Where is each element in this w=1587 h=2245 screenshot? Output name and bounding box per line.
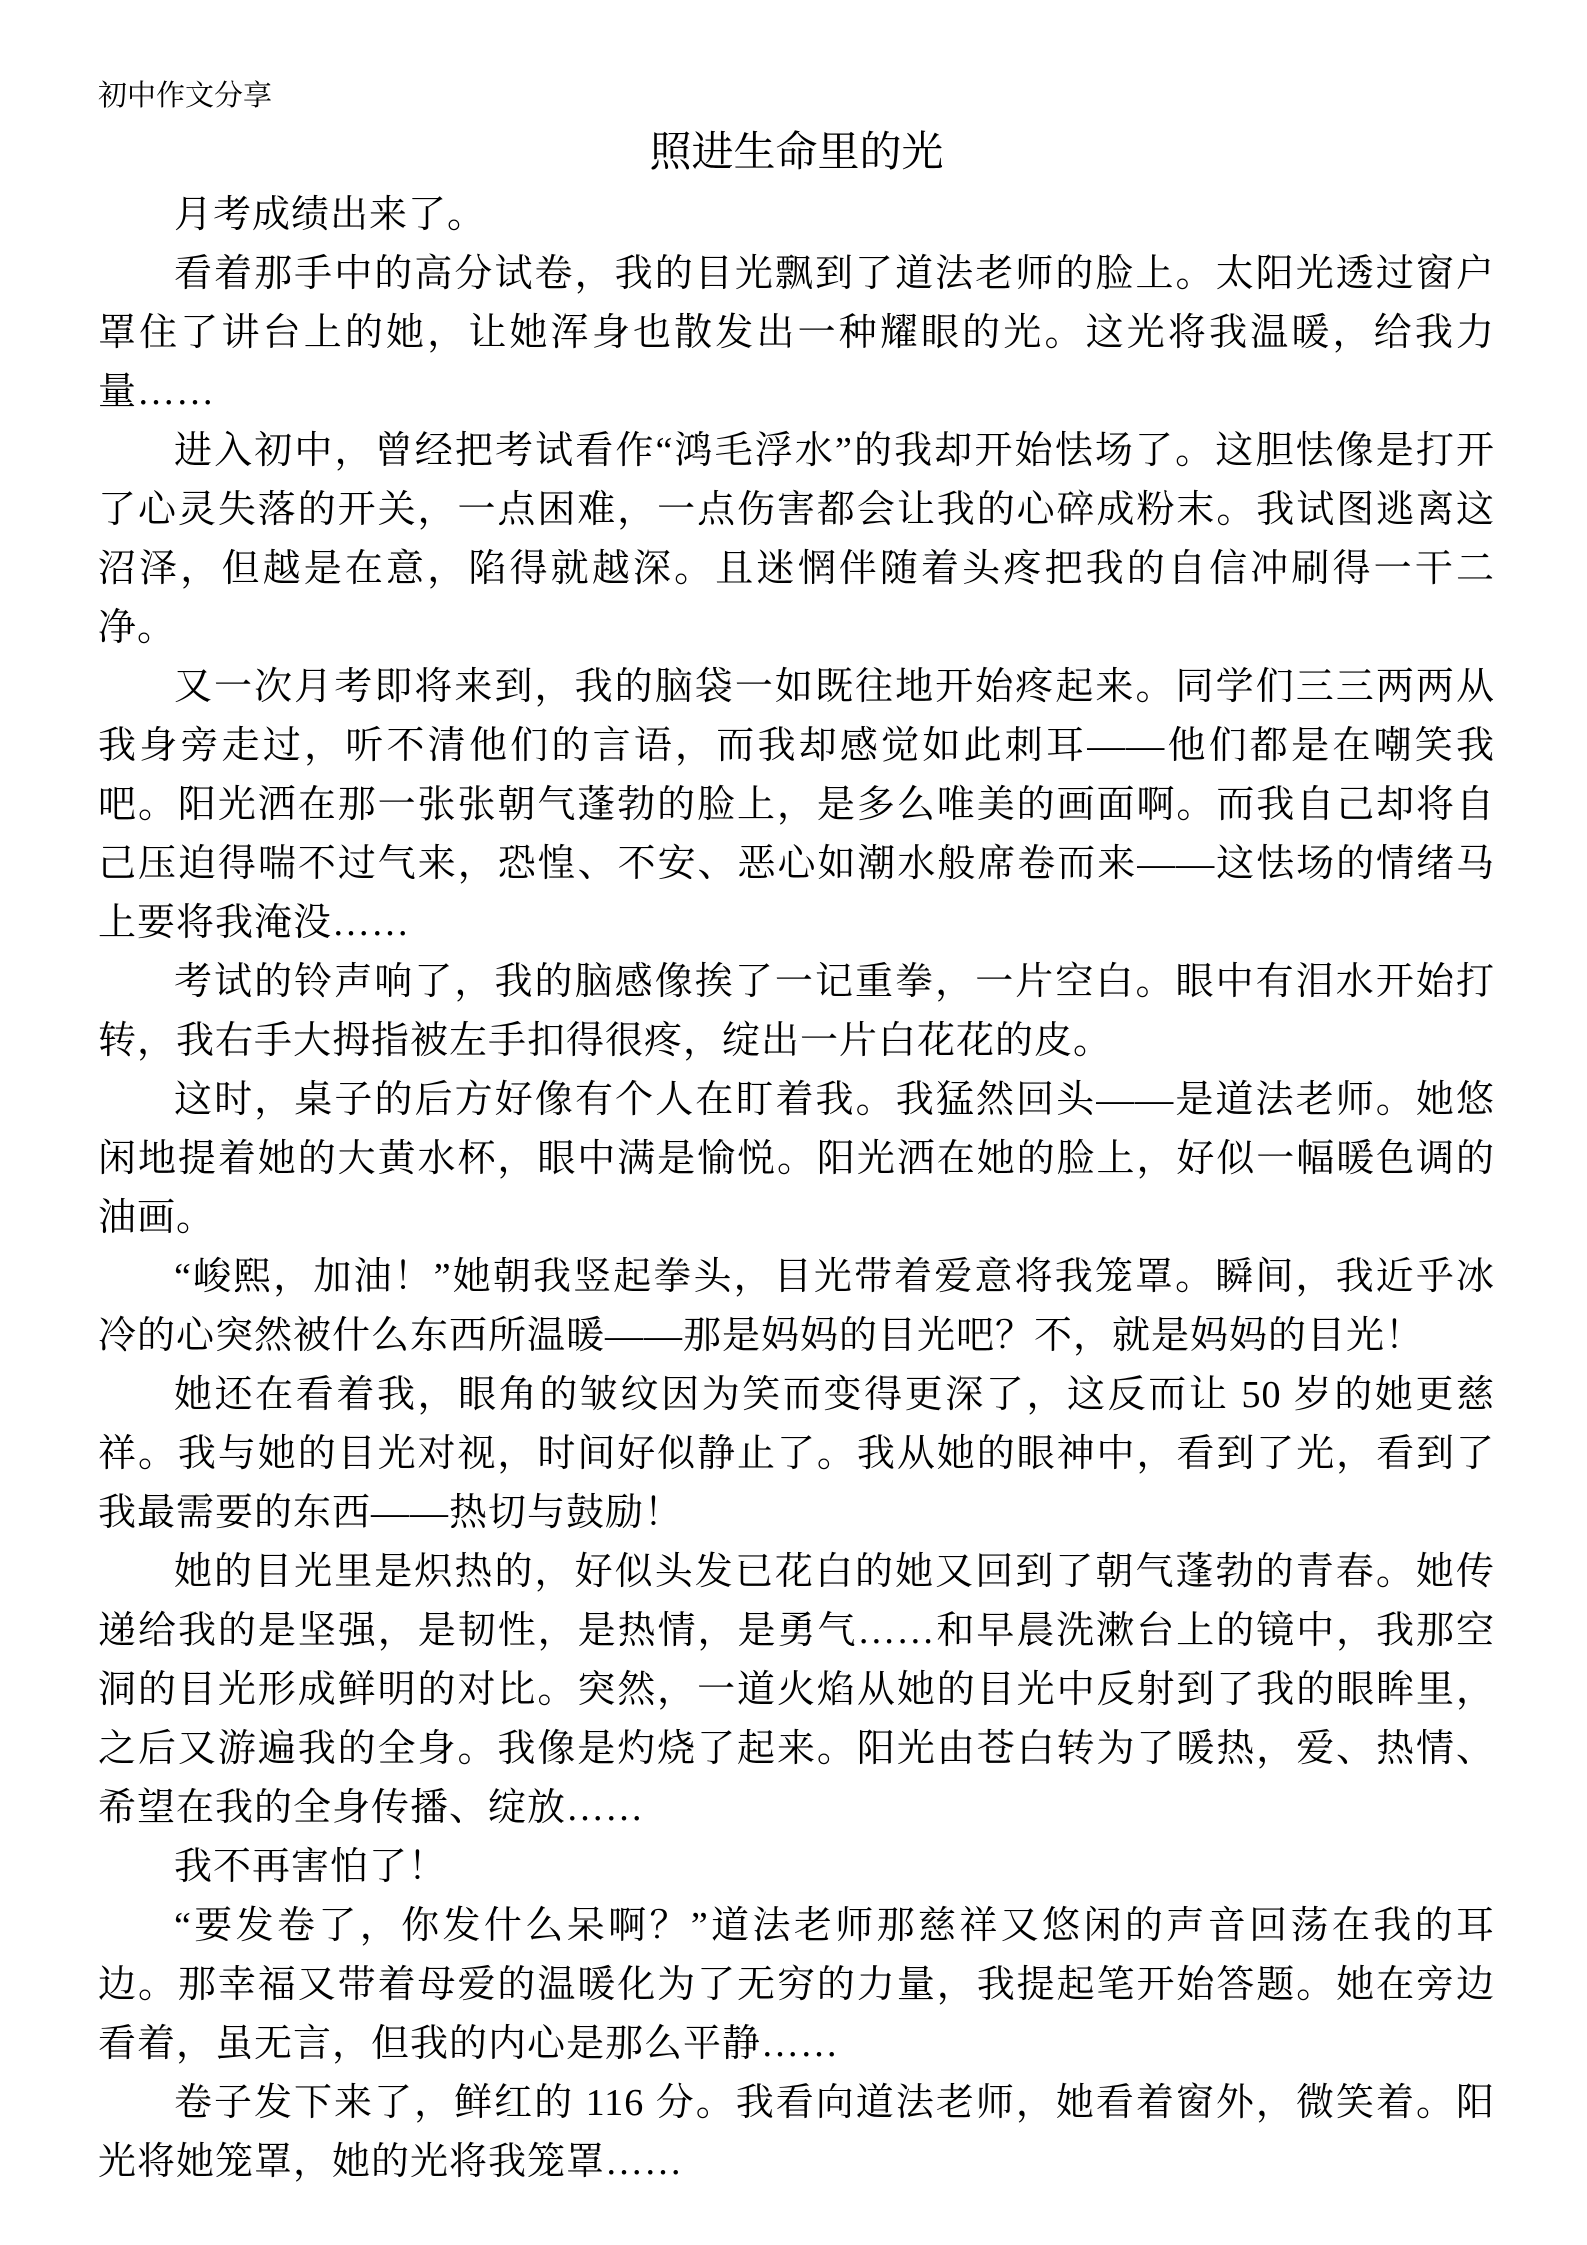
essay-paragraph: 考试的铃声响了，我的脑感像挨了一记重拳，一片空白。眼中有泪水开始打转，我右手大拇指被左手扣得很疼，绽出一片白花花的皮。 xyxy=(98,961,1495,1062)
essay-paragraph: 这时，桌子的后方好像有个人在盯着我。我猛然回头——是道法老师。她悠闲地提着她的大黄水杯，眼中满是愉悦。阳光洒在她的脸上，好似一幅暖色调的油画。 xyxy=(98,1079,1495,1239)
doc-header-label: 初中作文分享 xyxy=(98,80,273,112)
essay-paragraph: “峻熙，加油！”她朝我竖起拳头，目光带着爱意将我笼罩。瞬间，我近乎冰冷的心突然被什么东西所温暖——那是妈妈的目光吧？不，就是妈妈的目光！ xyxy=(98,1256,1495,1357)
essay-paragraph: 她的目光里是炽热的，好似头发已花白的她又回到了朝气蓬勃的青春。她传递给我的是坚强，是韧性，是热情，是勇气……和早晨洗漱台上的镜中，我那空洞的目光形成鲜明的对比。突然，一道火焰从她的目光中反射到了我的眼眸里，之后又游遍我的全身。我像是灼烧了起来。阳光由苍白转为了暖热，爱、热情、希望在我的全身传播、绽放…… xyxy=(98,1551,1495,1829)
essay-paragraph: 进入初中，曾经把考试看作“鸿毛浮水”的我却开始怯场了。这胆怯像是打开了心灵失落的开关，一点困难，一点伤害都会让我的心碎成粉末。我试图逃离这沼泽，但越是在意，陷得就越深。且迷惘伴随着头疼把我的自信冲刷得一干二净。 xyxy=(98,430,1495,649)
essay-paragraph: 我不再害怕了！ xyxy=(174,1846,448,1888)
essay-body xyxy=(98,186,1495,2192)
essay-paragraph: 月考成绩出来了。 xyxy=(174,194,487,236)
essay-paragraph: 卷子发下来了，鲜红的 116 分。我看向道法老师，她看着窗外，微笑着。阳光将她笼罩，她的光将我笼罩…… xyxy=(98,2082,1495,2183)
essay-title: 照进生命里的光 xyxy=(649,130,944,176)
essay-paragraph: 她还在看着我，眼角的皱纹因为笑而变得更深了，这反而让 50 岁的她更慈祥。我与她的目光对视，时间好似静止了。我从她的眼神中，看到了光，看到了我最需要的东西——热切与鼓励！ xyxy=(98,1374,1495,1534)
essay-paragraph: 看着那手中的高分试卷，我的目光飘到了道法老师的脸上。太阳光透过窗户罩住了讲台上的她，让她浑身也散发出一种耀眼的光。这光将我温暖，给我力量…… xyxy=(98,253,1495,413)
essay-paragraph: 又一次月考即将来到，我的脑袋一如既往地开始疼起来。同学们三三两两从我身旁走过，听不清他们的言语，而我却感觉如此刺耳——他们都是在嘲笑我吧。阳光洒在那一张张朝气蓬勃的脸上，是多么唯美的画面啊。而我自己却将自己压迫得喘不过气来，恐惶、不安、恶心如潮水般席卷而来——这怯场的情绪马上要将我淹没…… xyxy=(98,666,1495,944)
essay-paragraph: “要发卷了，你发什么呆啊？”道法老师那慈祥又悠闲的声音回荡在我的耳边。那幸福又带着母爱的温暖化为了无穷的力量，我提起笔开始答题。她在旁边看着，虽无言，但我的内心是那么平静…… xyxy=(98,1905,1495,2065)
